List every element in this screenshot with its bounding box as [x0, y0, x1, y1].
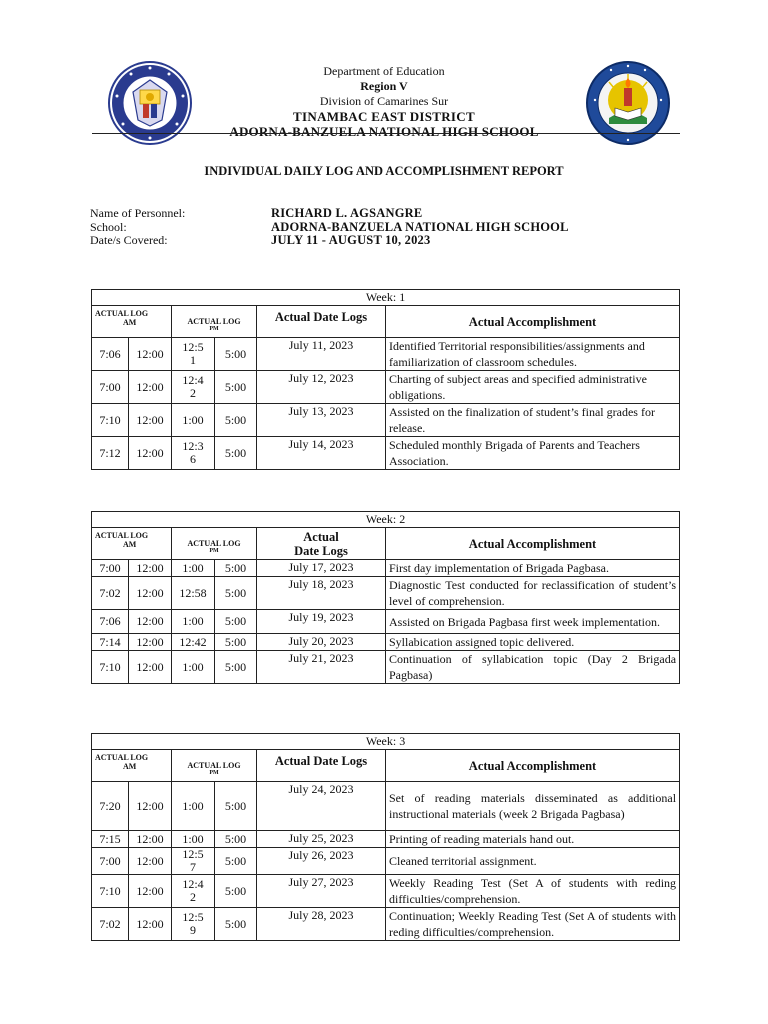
header-accomplishment: Actual Accomplishment	[386, 306, 680, 338]
am-time-out: 12:00	[129, 338, 172, 371]
week-label-row	[92, 734, 680, 750]
pm-time-out: 5:00	[215, 875, 257, 908]
pm-time-in: 1:00	[172, 782, 215, 831]
accomplishment: Continuation; Weekly Reading Test (Set A of students with reding difficulties/comprehension.	[386, 908, 680, 941]
log-date: July 24, 2023	[257, 782, 386, 831]
report-title: INDIVIDUAL DAILY LOG AND ACCOMPLISHMENT REPORT	[204, 164, 564, 178]
header-date-logs-line2: Date Logs	[294, 543, 348, 558]
table-row	[92, 437, 680, 470]
am-time-in: 7:10	[92, 651, 129, 684]
pm-time-in: 12:5 1	[172, 338, 215, 371]
pm-time-out: 5:00	[215, 634, 257, 651]
am-time-out: 12:00	[129, 371, 172, 404]
accomplishment: Charting of subject areas and specified administrative obligations.	[386, 371, 680, 404]
table-row	[92, 782, 680, 831]
am-time-out: 12:00	[129, 908, 172, 941]
header-actual-log-pm	[172, 750, 257, 782]
am-time-out: 12:00	[129, 634, 172, 651]
district-line: TINAMBAC EAST DISTRICT	[293, 109, 475, 124]
week-2-table	[91, 511, 680, 684]
personnel-value: RICHARD L. AGSANGRE	[271, 206, 423, 220]
week-label-row	[92, 290, 680, 306]
log-date: July 19, 2023	[257, 610, 386, 634]
pm-time-out: 5:00	[215, 908, 257, 941]
header-am-line2: AM	[123, 762, 137, 771]
header-am-line1: ACTUAL LOG	[95, 753, 149, 762]
am-time-in: 7:10	[92, 404, 129, 437]
pm-time-in: 1:00	[172, 651, 215, 684]
week-1-table	[91, 289, 680, 470]
header-pm-line2: PM	[209, 548, 219, 554]
log-date: July 14, 2023	[257, 437, 386, 470]
table-row	[92, 577, 680, 610]
header-actual-log-am	[92, 306, 172, 338]
pm-time-in: 12:3 6	[172, 437, 215, 470]
am-time-in: 7:06	[92, 610, 129, 634]
accomplishment: Continuation of syllabication topic (Day 2 Brigada Pagbasa)	[386, 651, 680, 684]
am-time-in: 7:06	[92, 338, 129, 371]
header-accomplishment: Actual Accomplishment	[386, 750, 680, 782]
am-time-out: 12:00	[129, 848, 172, 875]
letterhead	[0, 60, 768, 140]
pm-time-in: 1:00	[172, 404, 215, 437]
dates-label: Date/s Covered:	[90, 233, 168, 247]
accomplishment: Set of reading materials disseminated as additional instructional materials (week 2 Brigada Pagbasa)	[386, 782, 680, 831]
am-time-out: 12:00	[129, 875, 172, 908]
pm-time-out: 5:00	[215, 437, 257, 470]
header-am-line1: ACTUAL LOG	[95, 531, 149, 540]
region-line: Region V	[360, 79, 408, 93]
table-row	[92, 371, 680, 404]
pm-time-out: 5:00	[215, 831, 257, 848]
pm-time-out: 5:00	[215, 560, 257, 577]
log-date: July 21, 2023	[257, 651, 386, 684]
pm-time-out: 5:00	[215, 371, 257, 404]
pm-time-in: 12:4 2	[172, 371, 215, 404]
table-row	[92, 610, 680, 634]
log-date: July 28, 2023	[257, 908, 386, 941]
accomplishment: First day implementation of Brigada Pagbasa.	[386, 560, 680, 577]
header-pm-line1: ACTUAL LOG	[187, 539, 241, 548]
header-actual-log-pm	[172, 528, 257, 560]
table-row	[92, 875, 680, 908]
pm-time-in: 12:4 2	[172, 875, 215, 908]
pm-time-out: 5:00	[215, 782, 257, 831]
week-label: Week: 2	[92, 512, 680, 528]
table-row	[92, 404, 680, 437]
accomplishment: Cleaned territorial assignment.	[386, 848, 680, 875]
am-time-in: 7:00	[92, 848, 129, 875]
log-date: July 26, 2023	[257, 848, 386, 875]
division-line: Division of Camarines Sur	[319, 94, 449, 108]
header-actual-log-pm	[172, 306, 257, 338]
am-time-out: 12:00	[129, 651, 172, 684]
pm-time-in: 12:42	[172, 634, 215, 651]
log-date: July 20, 2023	[257, 634, 386, 651]
header-date-logs	[257, 528, 386, 560]
header-am-line2: AM	[123, 540, 137, 549]
pm-time-out: 5:00	[215, 338, 257, 371]
table-row	[92, 908, 680, 941]
school-value: ADORNA-BANZUELA NATIONAL HIGH SCHOOL	[271, 219, 569, 234]
header-divider	[92, 133, 680, 134]
dates-value: JULY 11 - AUGUST 10, 2023	[271, 233, 431, 247]
am-time-in: 7:20	[92, 782, 129, 831]
pm-time-in: 12:58	[172, 577, 215, 610]
school-line: ADORNA-BANZUELA NATIONAL HIGH SCHOOL	[229, 124, 539, 139]
am-time-in: 7:14	[92, 634, 129, 651]
pm-time-in: 1:00	[172, 831, 215, 848]
am-time-in: 7:00	[92, 560, 129, 577]
column-header-row	[92, 306, 680, 338]
table-row	[92, 560, 680, 577]
header-am-line2: AM	[123, 318, 137, 327]
school-label: School:	[90, 219, 127, 234]
header-pm-line2: PM	[209, 326, 219, 332]
header-pm-line2: PM	[209, 770, 219, 776]
header-date-logs: Actual Date Logs	[257, 750, 386, 782]
log-date: July 27, 2023	[257, 875, 386, 908]
am-time-out: 12:00	[129, 782, 172, 831]
am-time-in: 7:02	[92, 908, 129, 941]
log-date: July 17, 2023	[257, 560, 386, 577]
accomplishment: Assisted on Brigada Pagbasa first week implementation.	[386, 610, 680, 634]
dates-row	[90, 234, 569, 248]
accomplishment: Assisted on the finalization of student’s final grades for release.	[386, 404, 680, 437]
pm-time-in: 1:00	[172, 610, 215, 634]
pm-time-in: 1:00	[172, 560, 215, 577]
personnel-info	[90, 207, 569, 248]
am-time-out: 12:00	[129, 610, 172, 634]
header-date-logs: Actual Date Logs	[257, 306, 386, 338]
table-row	[92, 634, 680, 651]
am-time-out: 12:00	[129, 831, 172, 848]
week-label: Week: 1	[92, 290, 680, 306]
pm-time-in: 12:5 9	[172, 908, 215, 941]
pm-time-out: 5:00	[215, 848, 257, 875]
am-time-out: 12:00	[129, 560, 172, 577]
table-row	[92, 848, 680, 875]
am-time-in: 7:00	[92, 371, 129, 404]
am-time-out: 12:00	[129, 437, 172, 470]
column-header-row	[92, 750, 680, 782]
pm-time-out: 5:00	[215, 610, 257, 634]
header-am-line1: ACTUAL LOG	[95, 309, 149, 318]
pm-time-out: 5:00	[215, 577, 257, 610]
column-header-row	[92, 528, 680, 560]
table-row	[92, 651, 680, 684]
am-time-out: 12:00	[129, 577, 172, 610]
accomplishment: Diagnostic Test conducted for reclassification of student’s level of comprehension.	[386, 577, 680, 610]
table-row	[92, 338, 680, 371]
pm-time-out: 5:00	[215, 404, 257, 437]
am-time-out: 12:00	[129, 404, 172, 437]
week-3-table	[91, 733, 680, 941]
personnel-row	[90, 207, 569, 221]
am-time-in: 7:10	[92, 875, 129, 908]
accomplishment: Weekly Reading Test (Set A of students with reding difficulties/comprehension.	[386, 875, 680, 908]
accomplishment: Scheduled monthly Brigada of Parents and Teachers Association.	[386, 437, 680, 470]
week-label: Week: 3	[92, 734, 680, 750]
header-pm-line1: ACTUAL LOG	[187, 761, 241, 770]
log-date: July 25, 2023	[257, 831, 386, 848]
personnel-label: Name of Personnel:	[90, 206, 186, 220]
school-row	[90, 221, 569, 235]
header-pm-line1: ACTUAL LOG	[187, 317, 241, 326]
log-date: July 12, 2023	[257, 371, 386, 404]
accomplishment: Printing of reading materials hand out.	[386, 831, 680, 848]
table-row	[92, 831, 680, 848]
header-actual-log-am	[92, 750, 172, 782]
pm-time-in: 12:5 7	[172, 848, 215, 875]
header-accomplishment: Actual Accomplishment	[386, 528, 680, 560]
accomplishment: Syllabication assigned topic delivered.	[386, 634, 680, 651]
week-label-row	[92, 512, 680, 528]
log-date: July 11, 2023	[257, 338, 386, 371]
am-time-in: 7:15	[92, 831, 129, 848]
am-time-in: 7:12	[92, 437, 129, 470]
log-date: July 13, 2023	[257, 404, 386, 437]
accomplishment: Identified Territorial responsibilities/assignments and familiarization of classroom schedules.	[386, 338, 680, 371]
am-time-in: 7:02	[92, 577, 129, 610]
pm-time-out: 5:00	[215, 651, 257, 684]
header-actual-log-am	[92, 528, 172, 560]
header-date-logs-line1: Actual	[303, 529, 339, 544]
department-line: Department of Education	[323, 64, 445, 78]
log-date: July 18, 2023	[257, 577, 386, 610]
